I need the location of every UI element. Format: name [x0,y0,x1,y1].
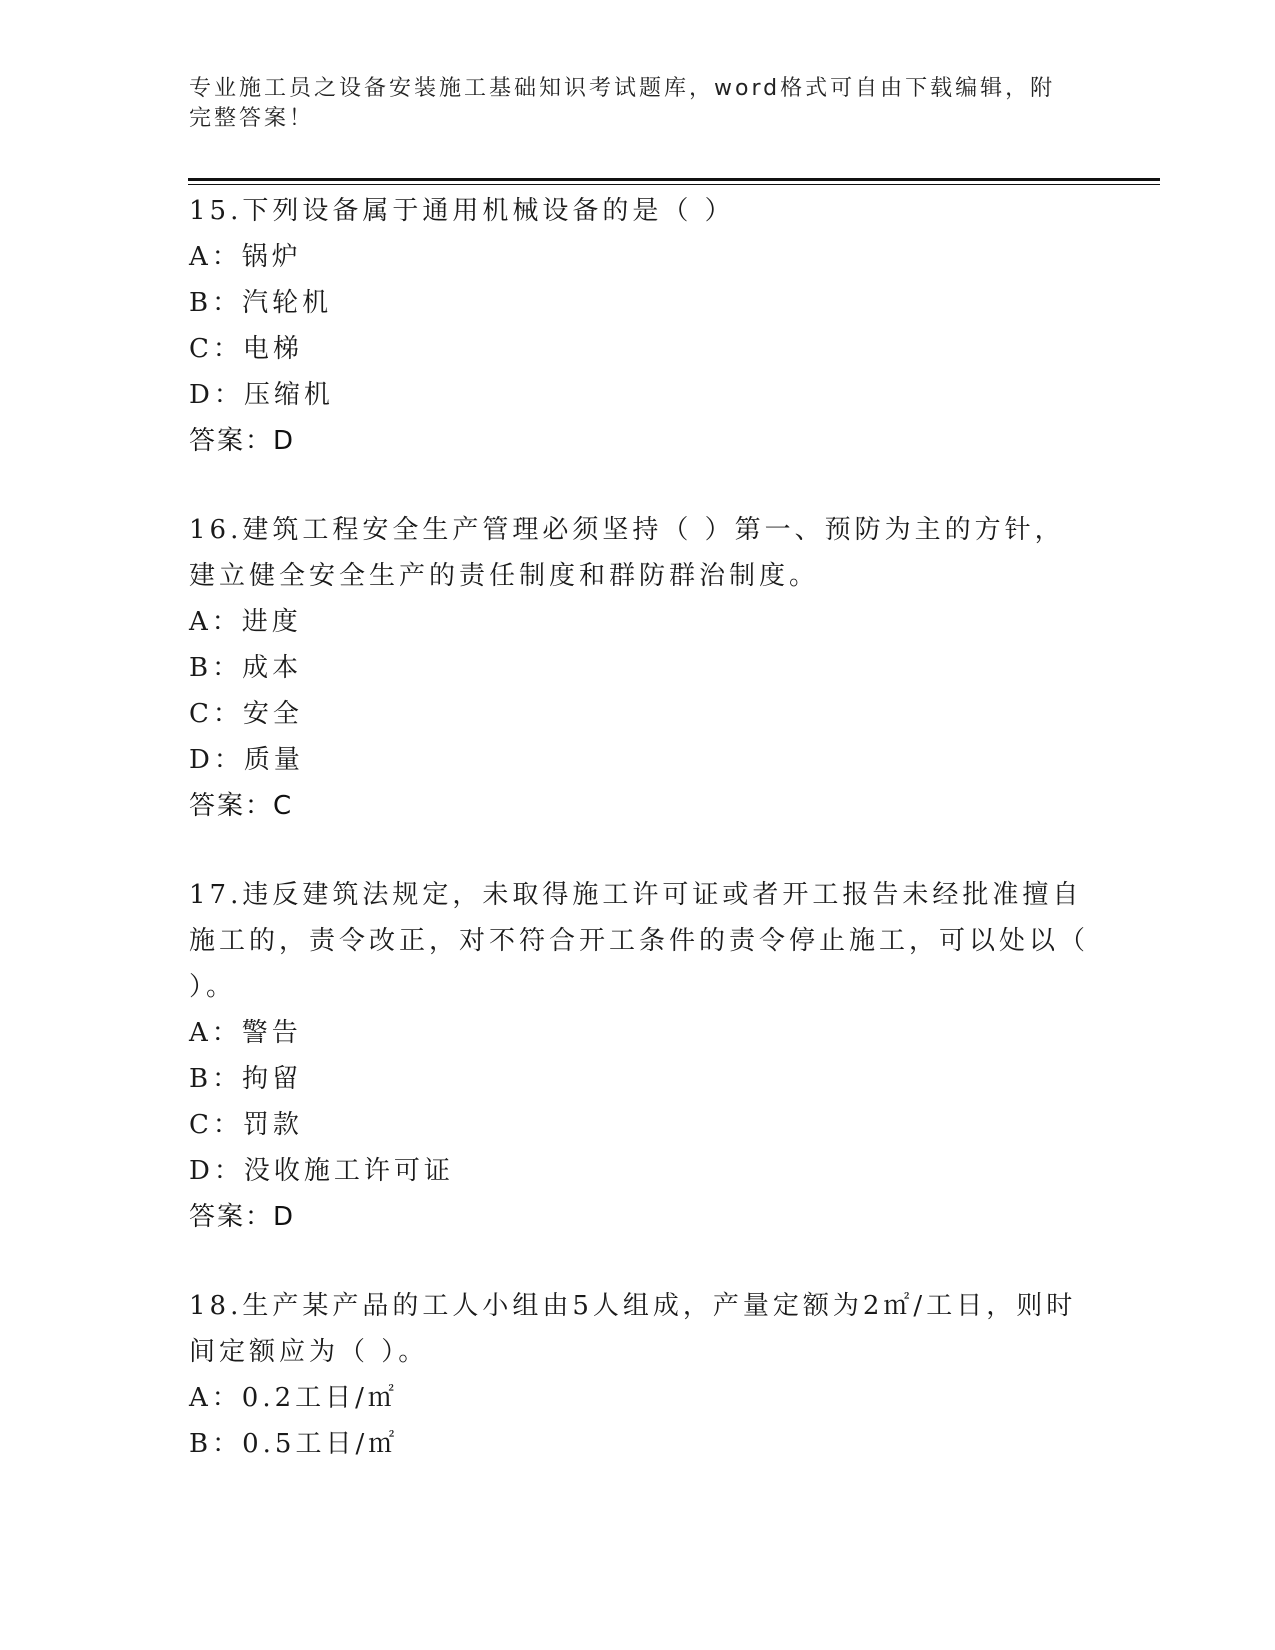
spacer [189,464,1089,507]
spacer [189,829,1089,872]
option-a: A：0.2工日/㎡ [189,1383,398,1413]
header-divider-thin [188,184,1160,185]
question-18 [189,1283,1089,1467]
option-d: D：压缩机 [189,380,334,410]
header-divider-thick [188,178,1160,181]
option-c: C：电梯 [189,334,303,364]
answer-line: 答案：D [189,1202,296,1232]
option-a: A：锅炉 [189,242,302,272]
option-a: A：警告 [189,1018,302,1048]
question-16 [189,507,1089,829]
option-a: A：进度 [189,607,302,637]
answer-line: 答案：D [189,426,296,456]
option-b: B：汽轮机 [189,288,333,318]
option-c: C：罚款 [189,1110,303,1140]
option-b: B：0.5工日/㎡ [189,1429,399,1459]
option-d: D：没收施工许可证 [189,1156,454,1186]
option-b: B：拘留 [189,1064,303,1094]
question-stem: 17.违反建筑法规定，未取得施工许可证或者开工报告未经批准擅自施工的，责令改正，对不符合开工条件的责令停止施工，可以处以（ ）。 [189,880,1090,1002]
option-c: C：安全 [189,699,303,729]
question-15 [189,188,1089,464]
document-header: 专业施工员之设备安装施工基础知识考试题库，word格式可自由下载编辑，附完整答案！ [189,76,1056,131]
spacer [189,1240,1089,1283]
question-stem: 15.下列设备属于通用机械设备的是（ ） [189,196,735,226]
question-17 [189,872,1089,1240]
question-stem: 16.建筑工程安全生产管理必须坚持（ ）第一、预防为主的方针，建立健全安全生产的责任制度和群防群治制度。 [189,515,1065,591]
question-list [189,188,1089,1467]
question-stem: 18.生产某产品的工人小组由5人组成，产量定额为2㎡/工日，则时间定额应为（ ）。 [189,1291,1077,1367]
option-b: B：成本 [189,653,303,683]
answer-line: 答案：C [189,791,294,821]
option-d: D：质量 [189,745,304,775]
